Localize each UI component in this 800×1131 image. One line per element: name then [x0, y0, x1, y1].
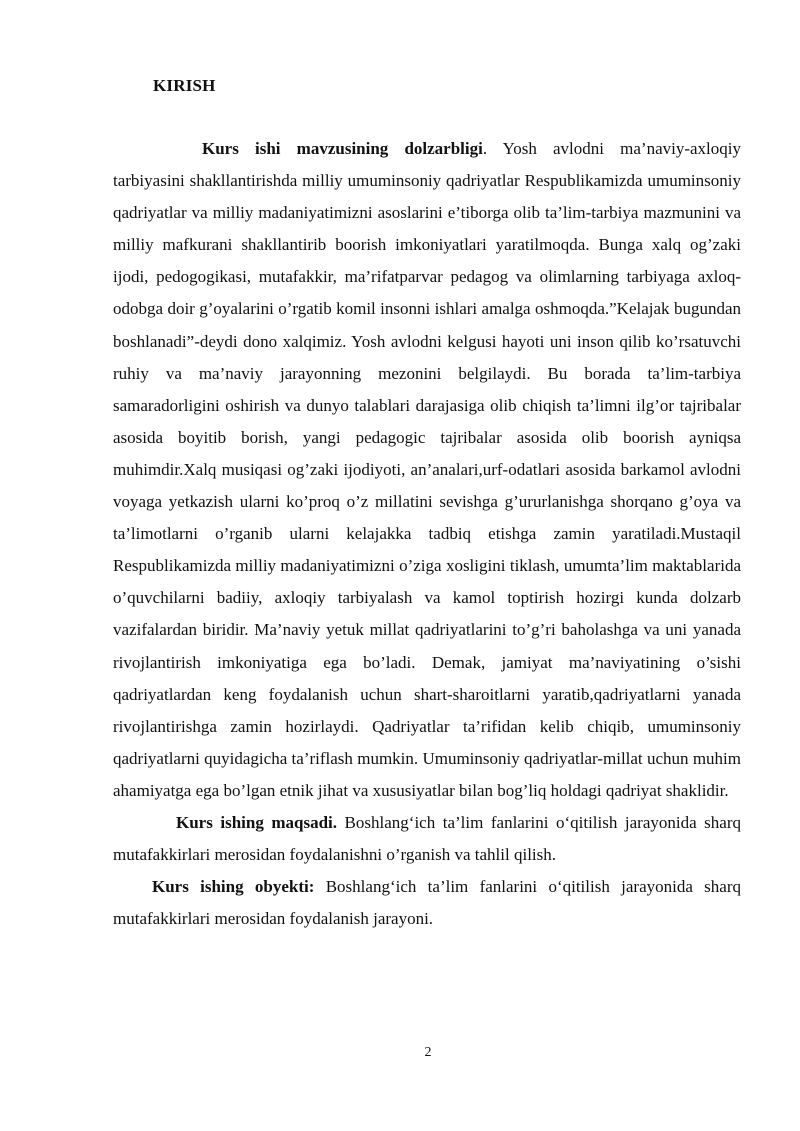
paragraph-lead: Kurs ishi mavzusining dolzarbligi: [202, 139, 483, 158]
body-text: [113, 133, 741, 935]
paragraph-lead: Kurs ishing obyekti:: [152, 877, 315, 897]
page-number: 2: [424, 1045, 432, 1060]
section-heading: KIRISH: [153, 76, 216, 95]
paragraph-text: Boshlangʻich ta’lim fanlarini oʻqitilish jarayonida sharq mutafakkirlari merosidan foydalanish jarayoni.: [113, 877, 742, 929]
paragraph-object: [113, 871, 741, 935]
paragraph-text: . Yosh avlodni ma’naviy-axloqiy tarbiyasini shakllantirishda milliy umuminsoniy qadriyatlar Respublikamizda umuminsoniy qadriyatlar va milliy madaniyatimizni asoslarini e’tiborga olib ta’lim-tarbiya mazmunini va milliy mafkurani shakllantirib boorish imkoniyatlari yaratilmoqda. Bunga xalq og’zaki ijodi, pedogogikasi, mutafakkir, ma’rifatparvar pedagog va olimlarning tarbiyaga axloq-odobga doir g’oyalarini o’rgatib komil insonni ishlari amalga oshmoqda.”Kelajak bugundan boshlanadi”-deydi dono xalqimiz. Yosh avlodni kelgusi hayoti uni inson qilib ko’rsatuvchi ruhiy va ma’naviy jarayonning mezonini belgilaydi. Bu borada ta’lim-tarbiya samaradorligini oshirish va dunyo talablari darajasiga olib chiqish ta’limni ilg’or tajribalar asosida boyitib borish, yangi pedagogic tajribalar asosida olib boorish ayniqsa muhimdir.Xalq musiqasi og’zaki ijodiyoti, an’analari,urf-odatlari asosida barkamol avlodni voyaga yetkazish ularni ko’proq o’z millatini sevishga g’ururlanishga shorqano g’oya va ta’limotlarni o’rganib ularni kelajakka tadbiq etishga zamin yaratiladi.Mustaqil Respublikamizda milliy madaniyatimizni o’ziga xosligini tiklash, umumta’lim maktablarida o’quvchilarni badiiy, axloqiy tarbiyalash va kamol toptirish hozirgi kunda dolzarb vazifalardan biridir. Ma’naviy yetuk millat qadriyatlarini to’g’ri baholashga va uni yanada rivojlantirish imkoniyatiga ega bo’ladi. Demak, jamiyat ma’naviyatining o’sishi qadriyatlardan keng foydalanish uchun shart-sharoitlarni yaratib,qadriyatlarni yanada rivojlantirishga zamin hozirlaydi. Qadriyatlar ta’rifidan kelib chiqib, umuminsoniy qadriyatlarni quyidagicha ta’riflash mumkin. Umuminsoniy qadriyatlar-millat uchun muhim ahamiyatga ega bo’lgan etnik jihat va xususiyatlar bilan bog’liq holdagi qadriyat shaklidir.: [113, 139, 741, 800]
paragraph-relevance: [113, 133, 741, 807]
paragraph-text: Boshlangʻich ta’lim fanlarini oʻqitilish jarayonida sharq mutafakkirlari merosidan foydalanishni o’rganish va tahlil qilish.: [113, 812, 741, 865]
paragraph-purpose: [113, 807, 741, 871]
paragraph-lead: Kurs ishing maqsadi.: [176, 812, 338, 832]
